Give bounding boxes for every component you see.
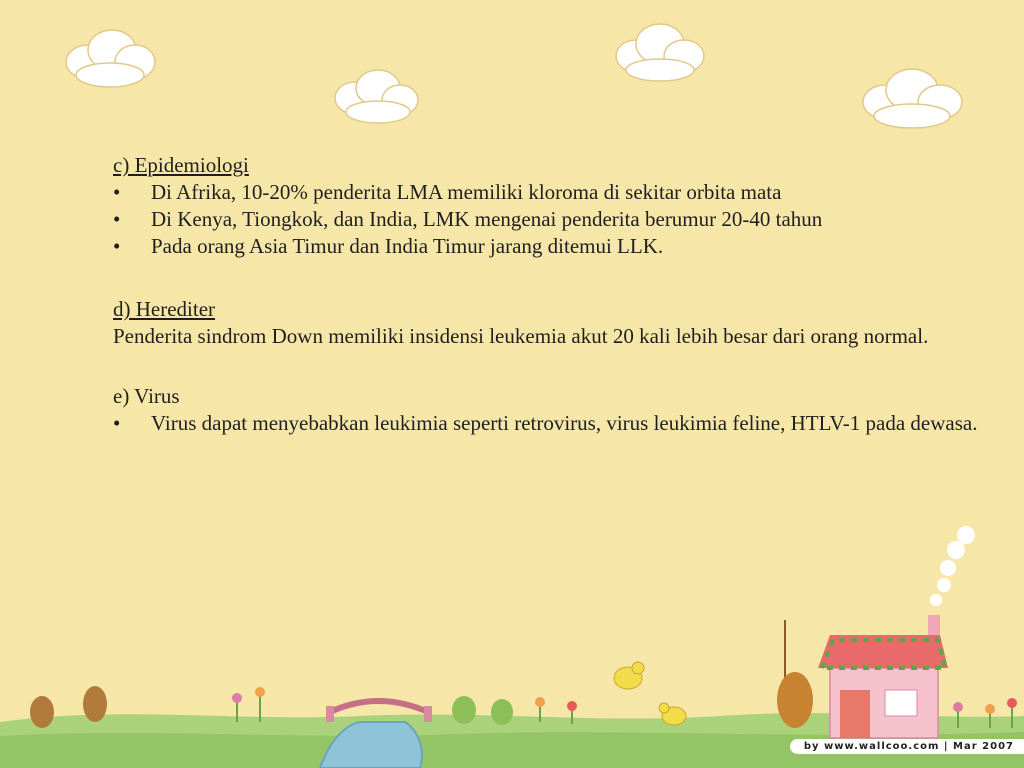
list-item bbox=[113, 234, 993, 258]
section-heading-herediter: d) Herediter bbox=[113, 297, 216, 321]
cloud-icon bbox=[335, 70, 418, 123]
list-item bbox=[113, 180, 993, 204]
section-heading-virus: e) Virus bbox=[113, 384, 180, 408]
watermark-credit: by www.wallcoo.com | Mar 2007 bbox=[790, 739, 1024, 754]
section-paragraph: Penderita sindrom Down memiliki insidensi leukemia akut 20 kali lebih besar dari orang normal. bbox=[113, 324, 929, 348]
list-item-text: Pada orang Asia Timur dan India Timur jarang ditemui LLK. bbox=[151, 234, 664, 258]
bird-icon bbox=[614, 662, 644, 689]
list-item-text: Di Kenya, Tiongkok, dan India, LMK mengenai penderita berumur 20-40 tahun bbox=[151, 207, 823, 231]
smoke-icon bbox=[930, 526, 975, 606]
section-heading-epidemiologi: c) Epidemiologi bbox=[113, 153, 249, 177]
cloud-icon bbox=[616, 24, 704, 81]
bullet-icon: • bbox=[113, 180, 121, 204]
list-item-text: Di Afrika, 10-20% penderita LMA memiliki kloroma di sekitar orbita mata bbox=[151, 180, 782, 204]
house-icon bbox=[818, 615, 948, 738]
bullet-icon: • bbox=[113, 234, 121, 258]
slide-content bbox=[113, 153, 993, 438]
cloud-icon bbox=[863, 69, 962, 128]
tree-icon bbox=[777, 620, 813, 728]
cloud-icon bbox=[66, 30, 155, 87]
list-item-text: Virus dapat menyebabkan leukimia seperti retrovirus, virus leukimia feline, HTLV-1 pada dewasa. bbox=[151, 411, 978, 435]
bullet-icon: • bbox=[113, 411, 121, 435]
bullet-icon: • bbox=[113, 207, 121, 231]
list-item bbox=[113, 411, 993, 435]
list-item bbox=[113, 207, 993, 231]
